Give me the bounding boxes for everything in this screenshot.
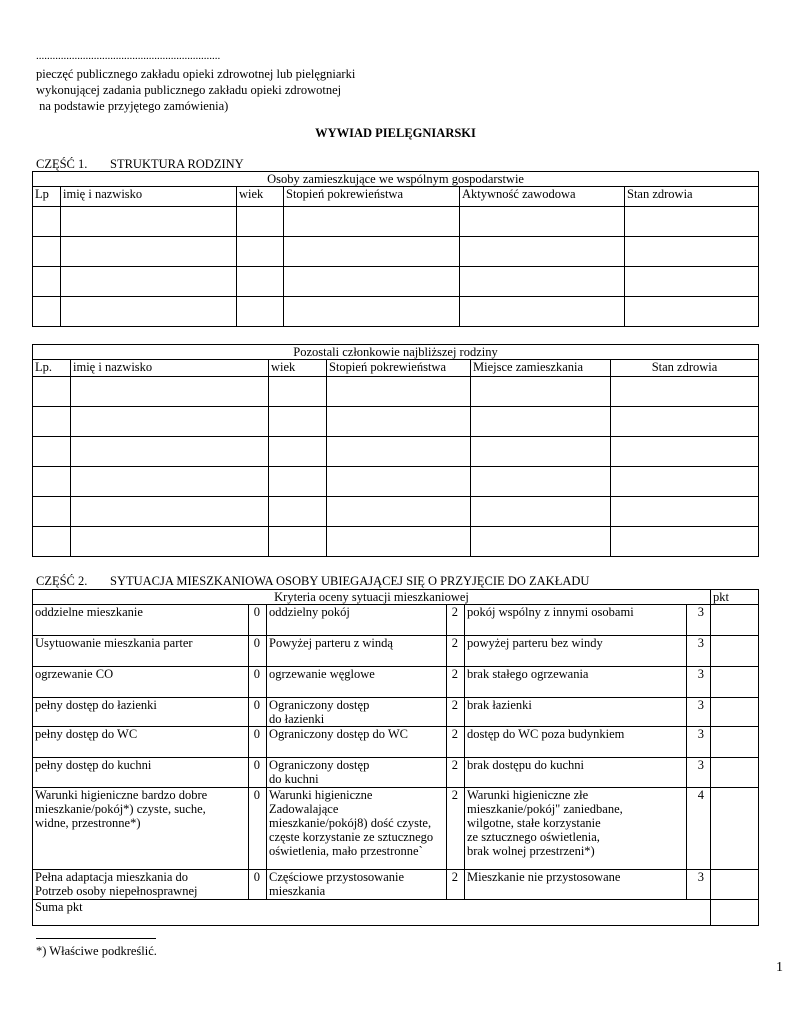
criterion-option: brak stałego ogrzewania	[465, 667, 687, 698]
table-cell[interactable]	[61, 267, 237, 297]
table-cell[interactable]	[284, 207, 460, 237]
table-cell[interactable]	[611, 377, 759, 407]
criterion-option: Częściowe przystosowanie mieszkania	[267, 870, 447, 900]
criterion-points: 2	[447, 788, 465, 870]
table-cell[interactable]	[71, 527, 269, 557]
criterion-option: ogrzewanie CO	[33, 667, 249, 698]
pkt-cell[interactable]	[711, 605, 759, 636]
table-cell[interactable]	[460, 237, 625, 267]
part1-title: STRUKTURA RODZINY	[110, 157, 244, 171]
table-cell[interactable]	[237, 207, 284, 237]
table-cell[interactable]	[61, 237, 237, 267]
table-row	[33, 636, 759, 667]
table-cell[interactable]	[471, 497, 611, 527]
col-header-health: Stan zdrowia	[625, 187, 759, 207]
table-row	[33, 667, 759, 698]
criterion-option: ogrzewanie węglowe	[267, 667, 447, 698]
criterion-option: oddzielne mieszkanie	[33, 605, 249, 636]
table-row	[33, 497, 759, 527]
criterion-option: pełny dostęp do WC	[33, 727, 249, 758]
criterion-points: 2	[447, 870, 465, 900]
criterion-points: 3	[687, 727, 711, 758]
table-cell[interactable]	[611, 527, 759, 557]
table-cell[interactable]	[284, 297, 460, 327]
table-row	[33, 297, 759, 327]
criterion-option: Ograniczony dostęp do WC	[267, 727, 447, 758]
criterion-points: 0	[249, 667, 267, 698]
part1-number: CZĘŚĆ 1.	[36, 157, 88, 171]
part2-title: SYTUACJA MIESZKANIOWA OSOBY UBIEGAJĄCEJ SIĘ O PRZYJĘCIE DO ZAKŁADU	[110, 574, 590, 588]
criterion-option: Ograniczony dostęp do kuchni	[267, 758, 447, 788]
table-row	[33, 377, 759, 407]
table-cell[interactable]	[625, 297, 759, 327]
table-cell[interactable]	[471, 467, 611, 497]
criterion-option: brak dostępu do kuchni	[465, 758, 687, 788]
table-row	[33, 698, 759, 727]
table-cell[interactable]	[327, 467, 471, 497]
table-row	[33, 870, 759, 900]
sum-value-cell[interactable]	[711, 900, 759, 926]
criterion-points: 2	[447, 758, 465, 788]
page-number: 1	[776, 960, 783, 975]
table-row	[33, 727, 759, 758]
criterion-points: 2	[447, 667, 465, 698]
household-table-caption: Osoby zamieszkujące we wspólnym gospodarstwie	[33, 172, 759, 187]
table-cell[interactable]	[237, 297, 284, 327]
table-cell[interactable]	[269, 527, 327, 557]
criterion-option: oddzielny pokój	[267, 605, 447, 636]
table-cell[interactable]	[33, 377, 71, 407]
criterion-option: pokój wspólny z innymi osobami	[465, 605, 687, 636]
col-header-residence: Miejsce zamieszkania	[471, 360, 611, 377]
table-row	[33, 207, 759, 237]
stamp-area	[36, 50, 436, 120]
table-cell[interactable]	[471, 527, 611, 557]
table-cell[interactable]	[61, 297, 237, 327]
criterion-option: brak łazienki	[465, 698, 687, 727]
criterion-option: Warunki higieniczne złe mieszkanie/pokój" zaniedbane, wilgotne, stałe korzystanie ze sztucznego oświetlenia, brak wolnej przestrzeni*)	[465, 788, 687, 870]
table-cell[interactable]	[269, 437, 327, 467]
table-cell[interactable]	[327, 527, 471, 557]
criterion-option: Warunki higieniczne bardzo dobre mieszkanie/pokój*) czyste, suche, widne, przestronne*)	[33, 788, 249, 870]
col-header-name: imię i nazwisko	[71, 360, 269, 377]
col-header-lp: Lp	[33, 187, 61, 207]
table-cell[interactable]	[269, 377, 327, 407]
table-cell[interactable]	[611, 497, 759, 527]
criterion-points: 3	[687, 698, 711, 727]
table-cell[interactable]	[625, 237, 759, 267]
criterion-points: 4	[687, 788, 711, 870]
footnote: *) Właściwe podkreślić.	[36, 944, 157, 958]
table-cell[interactable]	[327, 437, 471, 467]
table-cell[interactable]	[284, 267, 460, 297]
table-row	[33, 437, 759, 467]
criteria-header: Kryteria oceny sytuacji mieszkaniowej	[33, 590, 711, 605]
pkt-cell[interactable]	[711, 727, 759, 758]
col-header-relation: Stopień pokrewieństwa	[327, 360, 471, 377]
criterion-option: pełny dostęp do łazienki	[33, 698, 249, 727]
table-row	[33, 467, 759, 497]
col-header-lp: Lp.	[33, 360, 71, 377]
table-cell[interactable]	[33, 467, 71, 497]
col-header-activity: Aktywność zawodowa	[460, 187, 625, 207]
stamp-line-1: pieczęć publicznego zakładu opieki zdrowotnej lub pielęgniarki	[36, 67, 356, 81]
table-cell[interactable]	[611, 467, 759, 497]
table-cell[interactable]	[71, 437, 269, 467]
pkt-cell[interactable]	[711, 788, 759, 870]
table-cell[interactable]	[33, 437, 71, 467]
table-cell[interactable]	[611, 407, 759, 437]
criterion-option: Mieszkanie nie przystosowane	[465, 870, 687, 900]
criterion-points: 2	[447, 698, 465, 727]
part2-number: CZĘŚĆ 2.	[36, 574, 88, 588]
table-cell[interactable]	[460, 297, 625, 327]
table-cell[interactable]	[71, 407, 269, 437]
col-header-age: wiek	[237, 187, 284, 207]
table-cell[interactable]	[327, 497, 471, 527]
pkt-cell[interactable]	[711, 667, 759, 698]
table-cell[interactable]	[71, 467, 269, 497]
table-cell[interactable]	[269, 407, 327, 437]
criterion-points: 2	[447, 636, 465, 667]
table-cell[interactable]	[71, 377, 269, 407]
table-cell[interactable]	[237, 267, 284, 297]
table-cell[interactable]	[327, 407, 471, 437]
criterion-option: Pełna adaptacja mieszkania do Potrzeb osoby niepełnosprawnej	[33, 870, 249, 900]
col-header-relation: Stopień pokrewieństwa	[284, 187, 460, 207]
table-cell[interactable]	[269, 497, 327, 527]
table-cell[interactable]	[460, 267, 625, 297]
criterion-option: Ograniczony dostęp do łazienki	[267, 698, 447, 727]
criterion-points: 0	[249, 727, 267, 758]
table-cell[interactable]	[33, 497, 71, 527]
table-row	[33, 788, 759, 870]
pkt-cell[interactable]	[711, 758, 759, 788]
criterion-option: Powyżej parteru z windą	[267, 636, 447, 667]
criterion-points: 2	[447, 727, 465, 758]
table-row	[33, 407, 759, 437]
criterion-option: dostęp do WC poza budynkiem	[465, 727, 687, 758]
col-header-age: wiek	[269, 360, 327, 377]
table-cell[interactable]	[625, 267, 759, 297]
pkt-header: pkt	[711, 590, 759, 605]
criterion-option: powyżej parteru bez windy	[465, 636, 687, 667]
criterion-points: 0	[249, 870, 267, 900]
stamp-dots: ...................................................................	[36, 50, 221, 62]
table-cell[interactable]	[61, 207, 237, 237]
pkt-cell[interactable]	[711, 636, 759, 667]
table-cell[interactable]	[33, 297, 61, 327]
table-row	[33, 267, 759, 297]
criterion-option: Warunki higieniczne Zadowalające mieszkanie/pokój8) dość czyste, częste korzystanie ze sztucznego oświetlenia, mało przestronne`	[267, 788, 447, 870]
table-row	[33, 758, 759, 788]
table-cell[interactable]	[33, 237, 61, 267]
criterion-points: 0	[249, 698, 267, 727]
criterion-points: 3	[687, 605, 711, 636]
table-cell[interactable]	[611, 437, 759, 467]
criterion-points: 2	[447, 605, 465, 636]
table-cell[interactable]	[471, 377, 611, 407]
table-row	[33, 237, 759, 267]
family-table-caption: Pozostali członkowie najbliższej rodziny	[33, 345, 759, 360]
table-cell[interactable]	[284, 237, 460, 267]
col-header-name: imię i nazwisko	[61, 187, 237, 207]
criterion-points: 3	[687, 636, 711, 667]
table-cell[interactable]	[471, 437, 611, 467]
table-cell[interactable]	[33, 407, 71, 437]
sum-label: Suma pkt	[33, 900, 711, 926]
criterion-points: 0	[249, 636, 267, 667]
table-row	[33, 527, 759, 557]
footnote-rule	[36, 938, 156, 939]
criterion-points: 0	[249, 788, 267, 870]
stamp-line-3: na podstawie przyjętego zamówienia)	[36, 99, 229, 113]
table-cell[interactable]	[460, 207, 625, 237]
table-cell[interactable]	[71, 497, 269, 527]
criterion-points: 0	[249, 605, 267, 636]
criterion-option: pełny dostęp do kuchni	[33, 758, 249, 788]
criterion-points: 0	[249, 758, 267, 788]
stamp-line-2: wykonującej zadania publicznego zakładu opieki zdrowotnej	[36, 83, 342, 97]
table-cell[interactable]	[33, 527, 71, 557]
table-cell[interactable]	[269, 467, 327, 497]
table-row	[33, 605, 759, 636]
criterion-points: 3	[687, 758, 711, 788]
criterion-points: 3	[687, 870, 711, 900]
page-title: WYWIAD PIELĘGNIARSKI	[315, 126, 476, 140]
pkt-cell[interactable]	[711, 698, 759, 727]
table-cell[interactable]	[471, 407, 611, 437]
pkt-cell[interactable]	[711, 870, 759, 900]
criterion-points: 3	[687, 667, 711, 698]
col-header-health: Stan zdrowia	[611, 360, 759, 377]
family-table	[32, 344, 759, 557]
criterion-option: Usytuowanie mieszkania parter	[33, 636, 249, 667]
table-cell[interactable]	[237, 237, 284, 267]
housing-criteria-table	[32, 589, 759, 926]
table-cell[interactable]	[33, 267, 61, 297]
table-cell[interactable]	[327, 377, 471, 407]
table-cell[interactable]	[33, 207, 61, 237]
table-cell[interactable]	[625, 207, 759, 237]
household-table	[32, 171, 759, 327]
